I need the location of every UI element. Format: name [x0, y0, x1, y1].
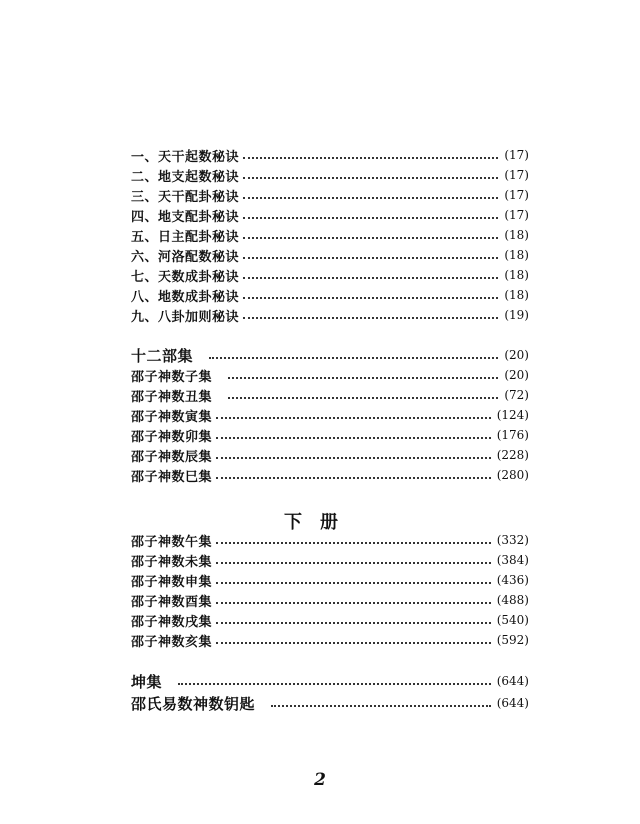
toc-entry-page: (592): [496, 633, 529, 647]
leader-dots: [243, 157, 498, 159]
toc-entry[interactable]: [131, 145, 529, 165]
toc-entry-page: (17): [504, 168, 529, 182]
toc-entry-title: 邵子神数巳集: [131, 469, 213, 485]
toc-group-twelve-volumes: [131, 345, 529, 485]
leader-dots: [228, 377, 498, 379]
toc-group-secrets: [131, 145, 529, 325]
toc-entry-title: 邵子神数午集: [131, 534, 213, 550]
toc-entry[interactable]: [131, 225, 529, 245]
toc-entry-title: 九、八卦加则秘诀: [131, 309, 240, 325]
toc-section-title: 十二部集: [131, 346, 194, 365]
toc-entry-page: (19): [504, 308, 529, 322]
toc-entry[interactable]: [131, 610, 529, 630]
leader-dots: [216, 542, 491, 544]
toc-entry-page: (18): [504, 268, 529, 282]
toc-entry[interactable]: [131, 445, 529, 465]
toc-entry-page: (280): [496, 468, 529, 482]
toc-entry-title: 八、地数成卦秘诀: [131, 289, 240, 305]
leader-dots: [216, 582, 491, 584]
leader-dots: [243, 297, 498, 299]
toc-entry[interactable]: [131, 570, 529, 590]
toc-entry[interactable]: [131, 185, 529, 205]
toc-section-title: 邵氏易数神数钥匙: [131, 694, 256, 713]
toc-entry-title: 邵子神数亥集: [131, 634, 213, 650]
toc-entry-title: 一、天干起数秘诀: [131, 149, 240, 165]
toc-entry-page: (20): [504, 348, 529, 362]
leader-dots: [209, 357, 498, 359]
leader-dots: [216, 437, 491, 439]
toc-entry-title: 邵子神数寅集: [131, 409, 213, 425]
toc-entry-title: 邵子神数酉集: [131, 594, 213, 610]
leader-dots: [243, 197, 498, 199]
toc-entry-title: 邵子神数丑集: [131, 389, 213, 405]
toc-entry[interactable]: [131, 630, 529, 650]
toc-section-title: 坤集: [131, 672, 163, 691]
leader-dots: [243, 177, 498, 179]
leader-dots: [216, 562, 491, 564]
toc-entry-page: (17): [504, 148, 529, 162]
leader-dots: [216, 622, 491, 624]
toc-entry-page: (228): [496, 448, 529, 462]
toc-entry[interactable]: [131, 425, 529, 445]
toc-entry[interactable]: [131, 530, 529, 550]
toc-entry-title: 邵子神数申集: [131, 574, 213, 590]
volume-heading: 下册: [284, 512, 356, 533]
toc-entry[interactable]: [131, 590, 529, 610]
toc-entry-page: (176): [496, 428, 529, 442]
toc-entry-title: 邵子神数卯集: [131, 429, 213, 445]
leader-dots: [216, 477, 491, 479]
leader-dots: [243, 277, 498, 279]
toc-section-heading[interactable]: [131, 345, 529, 365]
toc-entry[interactable]: [131, 305, 529, 325]
leader-dots: [243, 257, 498, 259]
toc-entry-page: (488): [496, 593, 529, 607]
toc-section-heading[interactable]: [131, 692, 529, 714]
toc-entry[interactable]: [131, 405, 529, 425]
toc-entry[interactable]: [131, 285, 529, 305]
toc-entry-title: 四、地支配卦秘诀: [131, 209, 240, 225]
toc-entry-page: (644): [496, 696, 529, 710]
leader-dots: [216, 602, 491, 604]
toc-entry-page: (332): [496, 533, 529, 547]
toc-entry[interactable]: [131, 550, 529, 570]
leader-dots: [228, 397, 498, 399]
toc-entry-page: (18): [504, 288, 529, 302]
toc-entry[interactable]: [131, 205, 529, 225]
toc-entry-title: 五、日主配卦秘诀: [131, 229, 240, 245]
leader-dots: [243, 317, 498, 319]
toc-entry[interactable]: [131, 465, 529, 485]
toc-entry-title: 七、天数成卦秘诀: [131, 269, 240, 285]
toc-entry-title: 三、天干配卦秘诀: [131, 189, 240, 205]
toc-entry-page: (18): [504, 248, 529, 262]
leader-dots: [243, 237, 498, 239]
toc-entry[interactable]: [131, 385, 529, 405]
toc-entry-page: (124): [496, 408, 529, 422]
leader-dots: [216, 417, 491, 419]
toc-entry[interactable]: [131, 265, 529, 285]
leader-dots: [216, 642, 491, 644]
toc-entry[interactable]: [131, 365, 529, 385]
toc-entry-title: 邵子神数戌集: [131, 614, 213, 630]
toc-section-heading[interactable]: [131, 670, 529, 692]
toc-group-kun: [131, 670, 529, 714]
toc-entry-title: 邵子神数辰集: [131, 449, 213, 465]
toc-entry[interactable]: [131, 165, 529, 185]
toc-group-volume2: [131, 530, 529, 650]
leader-dots: [178, 683, 491, 685]
leader-dots: [243, 217, 498, 219]
toc-entry-page: (20): [504, 368, 529, 382]
toc-entry-title: 六、河洛配数秘诀: [131, 249, 240, 265]
toc-entry[interactable]: [131, 245, 529, 265]
toc-entry-page: (644): [496, 674, 529, 688]
toc-entry-title: 邵子神数未集: [131, 554, 213, 570]
leader-dots: [271, 705, 491, 707]
leader-dots: [216, 457, 491, 459]
toc-entry-page: (436): [496, 573, 529, 587]
toc-entry-page: (72): [504, 388, 529, 402]
toc-entry-page: (17): [504, 208, 529, 222]
toc-entry-page: (17): [504, 188, 529, 202]
toc-entry-title: 邵子神数子集: [131, 369, 213, 385]
toc-entry-page: (18): [504, 228, 529, 242]
toc-entry-page: (540): [496, 613, 529, 627]
toc-entry-page: (384): [496, 553, 529, 567]
toc-entry-title: 二、地支起数秘诀: [131, 169, 240, 185]
page-number: 2: [314, 770, 326, 790]
